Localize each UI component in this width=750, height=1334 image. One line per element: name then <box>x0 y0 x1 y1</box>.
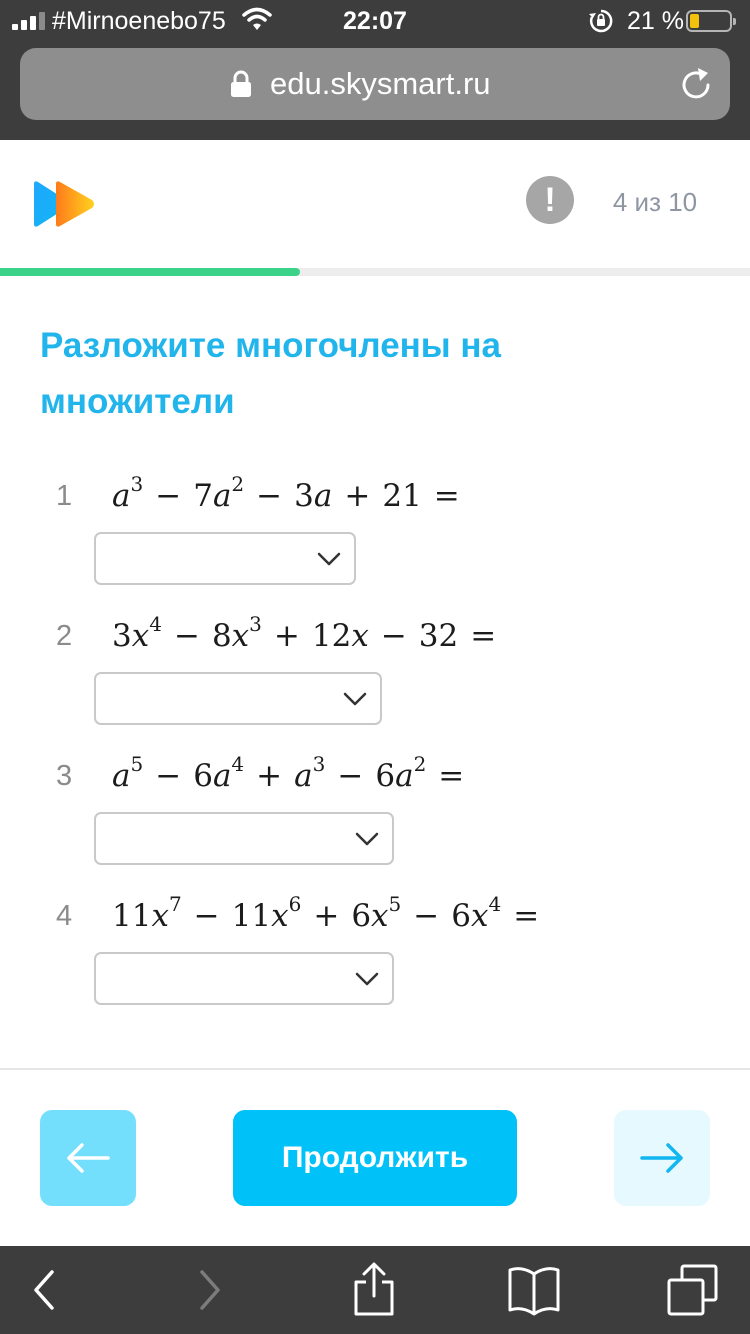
chevron-down-icon <box>354 967 380 991</box>
lesson-header <box>0 140 750 268</box>
status-bar <box>0 0 750 42</box>
exercise-expression: $a^3 - 7a^2 - 3a + 21$ = <box>112 472 460 514</box>
answer-dropdown[interactable] <box>94 812 394 865</box>
orientation-lock-icon <box>588 8 614 34</box>
report-issue-icon[interactable]: ! <box>526 176 574 224</box>
progress-bar <box>0 268 750 276</box>
answer-dropdown[interactable] <box>94 672 382 725</box>
exercise-expression: $11x^7 - 11x^6 + 6x^5 - 6x^4$ = <box>112 892 540 934</box>
address-bar[interactable] <box>20 48 730 120</box>
answer-dropdown[interactable] <box>94 952 394 1005</box>
answer-dropdown[interactable] <box>94 532 356 585</box>
url-text[interactable]: edu.skysmart.ru <box>270 66 491 101</box>
chevron-down-icon <box>354 827 380 851</box>
exercise-number: 1 <box>56 480 73 512</box>
chevron-down-icon <box>316 547 342 571</box>
battery-icon <box>686 10 732 32</box>
continue-button[interactable]: Продолжить <box>233 1110 517 1206</box>
tabs-icon[interactable] <box>666 1262 720 1318</box>
battery-percent: 21 % <box>627 7 684 35</box>
previous-button[interactable] <box>40 1110 136 1206</box>
progress-fill <box>0 268 300 276</box>
exercise-number: 3 <box>56 760 73 792</box>
arrow-left-icon <box>64 1140 112 1176</box>
bookmarks-icon[interactable] <box>506 1262 562 1318</box>
reload-icon[interactable] <box>680 66 714 102</box>
task-title: Разложите многочлены на множители <box>40 326 502 421</box>
clock: 22:07 <box>343 7 407 35</box>
carrier-name: #Mirnoenebo75 <box>52 7 226 35</box>
skysmart-logo[interactable] <box>30 180 98 228</box>
arrow-right-icon <box>638 1140 686 1176</box>
exercise-expression: $a^5 - 6a^4 + a^3 - 6a^2$ = <box>112 752 465 794</box>
exercise-number: 2 <box>56 620 73 652</box>
exercise-number: 4 <box>56 900 73 932</box>
back-nav-icon[interactable] <box>28 1262 58 1318</box>
chevron-down-icon <box>342 687 368 711</box>
next-button[interactable] <box>614 1110 710 1206</box>
browser-toolbar <box>0 1246 750 1334</box>
footer-divider <box>0 1068 750 1070</box>
step-counter: 4 из 10 <box>612 187 698 217</box>
padlock-icon <box>230 70 252 98</box>
exercise-expression: $3x^4 - 8x^3 + 12x - 32$ = <box>112 612 497 654</box>
browser-top-chrome <box>0 0 750 140</box>
forward-nav-icon <box>196 1262 226 1318</box>
share-icon[interactable] <box>352 1262 396 1318</box>
